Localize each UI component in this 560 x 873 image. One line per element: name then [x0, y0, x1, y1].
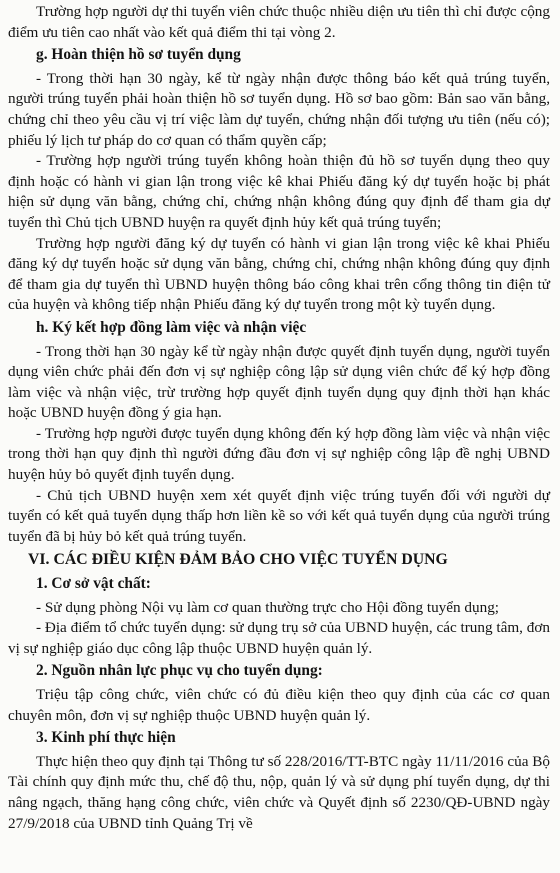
- paragraph-3: - Trường hợp người trúng tuyển không hoàn thiện đủ hồ sơ tuyển dụng theo quy định hoặc có hành vi gian lận trong việc kê khai Phiếu đăng ký dự tuyển hoặc bị phát hiện sử dụng văn bằng, chứng chỉ, chứng nhận không đúng quy định để tham gia dự tuyển thì Chủ tịch UBND huyện ra quyết định hủy kết quả trúng tuyển;: [8, 152, 550, 231]
- major-heading-9: VI. CÁC ĐIỀU KIỆN ĐẢM BẢO CHO VIỆC TUYỂN DỤNG: [28, 551, 448, 569]
- section-heading-1: g. Hoàn thiện hồ sơ tuyển dụng: [36, 46, 241, 64]
- paragraph-12: - Địa điểm tổ chức tuyển dụng: sử dụng trụ sở của UBND huyện, các trung tâm, đơn vị sự nghiệp giáo dục công lập thuộc UBND huyện quản lý.: [8, 619, 550, 657]
- paragraph-0: Trường hợp người dự thi tuyển viên chức thuộc nhiều diện ưu tiên thì chỉ được cộng điểm ưu tiên cao nhất vào kết quả điểm thi tại vòng 2.: [8, 3, 550, 41]
- section-heading-13: 2. Nguồn nhân lực phục vụ cho tuyển dụng:: [36, 662, 323, 680]
- paragraph-14: Triệu tập công chức, viên chức có đủ điều kiện theo quy định của các cơ quan chuyên môn, đơn vị sự nghiệp thuộc UBND huyện quản lý.: [8, 686, 550, 724]
- paragraph-11: - Sử dụng phòng Nội vụ làm cơ quan thường trực cho Hội đồng tuyển dụng;: [36, 598, 500, 616]
- paragraph-6: - Trong thời hạn 30 ngày kể từ ngày nhận được quyết định tuyển dụng, người tuyển dụng viên chức phải đến đơn vị sự nghiệp công lập sử dụng viên chức để ký hợp đồng làm việc và nhận việc, trừ trường hợp quyết định tuyển dụng quy định thời hạn khác hoặc UBND huyện đồng ý gia hạn.: [8, 342, 550, 422]
- paragraph-8: - Chủ tịch UBND huyện xem xét quyết định việc trúng tuyển đối với người dự tuyển có kết quả tuyển dụng thấp hơn liền kề so với kết quả tuyển dụng của người trúng tuyển đã bị hủy bỏ kết quả trúng tuyển.: [8, 486, 550, 545]
- paragraph-16: Thực hiện theo quy định tại Thông tư số 228/2016/TT-BTC ngày 11/11/2016 của Bộ Tài chính quy định mức thu, chế độ thu, nộp, quản lý và sử dụng phí tuyển dụng, dự thi nâng ngạch, thăng hạng công chức, viên chức và Quyết định số 2230/QĐ-UBND ngày 27/9/2018 của UBND tỉnh Quảng Trị về: [8, 752, 550, 832]
- section-heading-5: h. Ký kết hợp đồng làm việc và nhận việc: [36, 318, 307, 336]
- paragraph-2: - Trong thời hạn 30 ngày, kể từ ngày nhận được thông báo kết quả trúng tuyển, người trúng tuyển phải hoàn thiện hồ sơ tuyển dụng. Hồ sơ bao gồm: Bản sao văn bằng, chứng chỉ theo yêu cầu vị trí việc làm dự tuyển, chứng nhận đối tượng ưu tiên (nếu có); phiếu lý lịch tư pháp do cơ quan có thẩm quyền cấp;: [8, 69, 550, 149]
- section-heading-15: 3. Kinh phí thực hiện: [36, 729, 176, 747]
- paragraph-7: - Trường hợp người được tuyển dụng không đến ký hợp đồng làm việc và nhận việc trong thời hạn quy định thì người đứng đầu đơn vị sự nghiệp công lập đề nghị UBND huyện hủy bỏ quyết định tuyển dụng.: [8, 424, 550, 484]
- paragraph-4: Trường hợp người đăng ký dự tuyển có hành vi gian lận trong việc kê khai Phiếu đăng ký dự tuyển hoặc sử dụng văn bằng, chứng chỉ, chứng nhận không đúng quy định để tham gia dự tuyển thì UBND huyện thông báo công khai trên cổng thông tin điện tử của huyện và không tiếp nhận Phiếu đăng ký dự tuyển trong một kỳ tuyển dụng.: [8, 234, 550, 314]
- section-heading-10: 1. Cơ sở vật chất:: [36, 575, 151, 593]
